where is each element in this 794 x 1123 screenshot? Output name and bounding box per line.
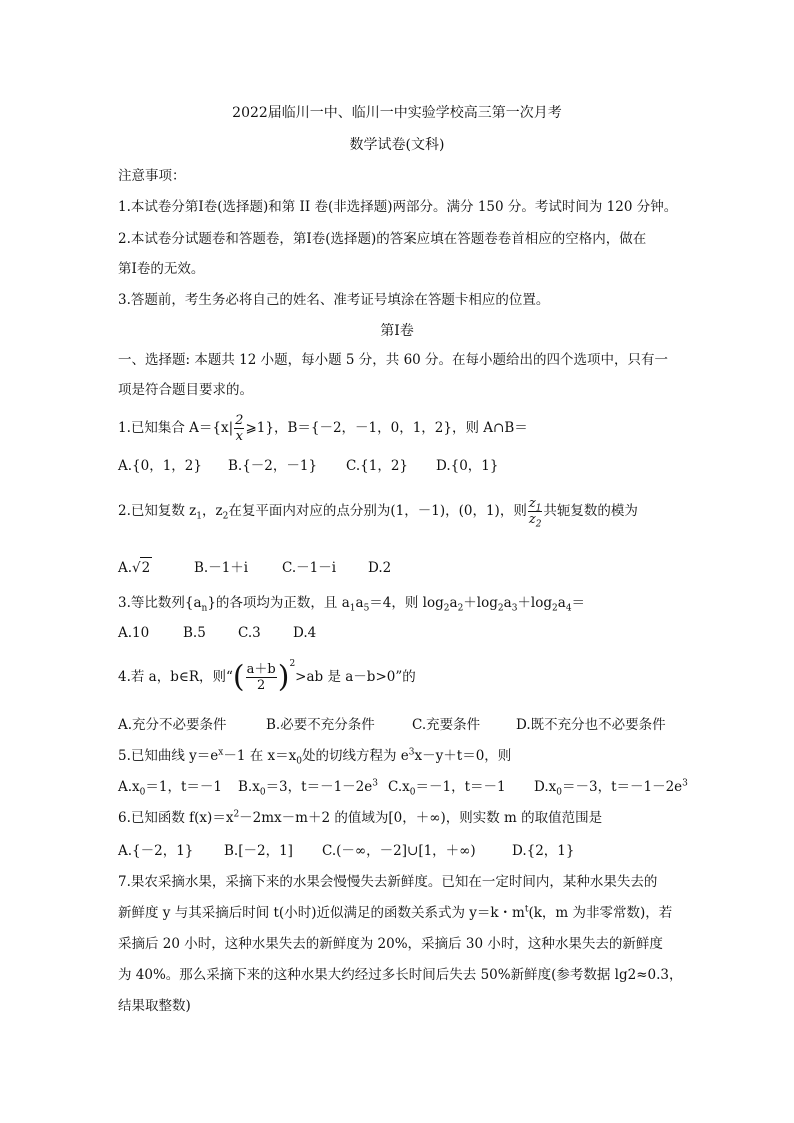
note-2-line2: 第Ⅰ卷的无效。 — [118, 261, 205, 277]
note-2-line1: 2.本试卷分试题卷和答题卷，第Ⅰ卷(选择题)的答案应填在答题卷卷首相应的空格内，做在 — [118, 231, 647, 247]
section-label: 第Ⅰ卷 — [380, 323, 414, 339]
q4-paren-left: ( — [232, 659, 245, 695]
q2-post: 共轭复数的模为 — [543, 503, 638, 519]
q5-t4: x－y＋t＝0，则 — [414, 748, 512, 764]
exam-title: 2022届临川一中、临川一中实验学校高三第一次月考 — [232, 105, 562, 121]
q3-option-b: B.5 — [183, 625, 206, 641]
q4-option-a: A.充分不必要条件 — [118, 717, 227, 733]
q6-option-a: A.{－2，1} — [118, 843, 194, 859]
q3-options — [118, 623, 316, 643]
q2-option-b: B.－1＋i — [194, 560, 249, 576]
q2-options — [118, 557, 391, 578]
q2-den-z: z — [528, 512, 536, 527]
q4-post: >ab 是 a－b>0”的 — [295, 669, 416, 685]
question-2 — [118, 494, 638, 528]
q4-pre: 4.若 a，b∈R，则“ — [118, 669, 233, 685]
q3-t4: ＝4，则 log — [369, 595, 444, 611]
q5-opt-d-sub: 0 — [556, 787, 562, 798]
q2-frac-den — [528, 511, 543, 530]
q3-t8: ＋log — [517, 595, 553, 611]
q2-den-sub: 2 — [535, 519, 542, 530]
q1-pre: 1.已知集合 A＝{x| — [118, 420, 234, 436]
q1-post: ⩾1}，B＝{－2，－1，0，1，2}，则 A∩B＝ — [245, 420, 528, 436]
q2-option-d: D.2 — [368, 560, 392, 576]
q4-paren-right: ) — [277, 659, 290, 695]
q1-option-c: C.{1，2} — [346, 458, 408, 474]
q4-options — [118, 715, 666, 735]
q4-frac-num: a＋b — [246, 662, 276, 677]
q5-opt-d-t2: ＝－3，t＝－1－2e — [561, 779, 683, 795]
q2-num-sub: 1 — [535, 503, 542, 514]
q3-t3: a — [355, 595, 364, 611]
q3-sub-base2: 2 — [497, 603, 504, 614]
q5-opt-b-sup: 3 — [372, 778, 378, 789]
notes-heading: 注意事项： — [118, 168, 186, 184]
q6-t1: 6.已知函数 f(x)＝x — [118, 810, 234, 826]
q5-opt-c-t2: ＝－1，t＝－1 — [415, 779, 506, 795]
exam-subtitle: 数学试卷(文科) — [349, 137, 445, 153]
q3-t5: a — [449, 595, 458, 611]
q5-opt-b-t2: ＝3，t＝－1－2e — [265, 779, 373, 795]
q7-line-1: 7.果农采摘水果，采摘下来的水果会慢慢失去新鲜度。已知在一定时间内，某种水果失去的 — [118, 874, 658, 890]
q5-opt-a-t2: ＝1，t＝－1 — [145, 779, 222, 795]
q2-option-c: C.－1－i — [282, 560, 337, 576]
q3-sub-a2: 2 — [457, 603, 464, 614]
q3-option-c: C.3 — [238, 625, 261, 641]
q5-sup-3: 3 — [408, 747, 415, 758]
q5-opt-c-t1: C.x — [388, 779, 410, 795]
q3-option-a: A.10 — [118, 625, 150, 641]
q5-t3: 处的切线方程为 e — [302, 748, 409, 764]
q2-fraction — [528, 496, 543, 530]
q5-opt-d-t1: D.x — [534, 779, 557, 795]
q3-sub-base1: 2 — [443, 603, 450, 614]
q3-t7: a — [503, 595, 512, 611]
q4-frac-den: 2 — [246, 677, 277, 693]
q2-mid2: 在复平面内对应的点分别为(1，－1)，(0，1)，则 — [228, 503, 527, 519]
q4-option-c: C.充要条件 — [412, 717, 481, 733]
question-4 — [118, 655, 416, 699]
q5-option-d — [534, 777, 688, 797]
q3-end: ＝ — [571, 595, 586, 611]
section-intro-line1: 一、选择题: 本题共 12 小题，每小题 5 分，共 60 分。在每小题给出的四个选项中，只有一 — [118, 352, 669, 368]
q6-t2: －2mx－m＋2 的值域为[0，＋∞)，则实数 m 的取值范围是 — [239, 810, 603, 826]
q1-frac-den: x — [235, 429, 243, 444]
q3-t2: }的各项均为正数，且 a — [207, 595, 350, 611]
question-1 — [118, 411, 528, 445]
q6-option-d: D.{2，1} — [512, 843, 575, 859]
q2-sub1: 1 — [196, 511, 203, 522]
q3-sub-n: n — [201, 603, 208, 614]
question-5 — [118, 746, 511, 766]
q3-sub-a4: 4 — [565, 603, 572, 614]
q3-sub-a3: 3 — [511, 603, 518, 614]
q4-option-b: B.必要不充分条件 — [266, 717, 375, 733]
q6-sup-2: 2 — [233, 809, 240, 820]
q7-l2-t1: 新鲜度 y 与其采摘后时间 t(小时)近似满足的函数关系式为 y＝k・m — [118, 905, 525, 921]
q1-option-b: B.{－2，－1} — [228, 458, 318, 474]
q2-pre: 2.已知复数 z — [118, 503, 197, 519]
q7-line-2 — [118, 903, 672, 923]
q5-opt-d-sup: 3 — [682, 778, 688, 789]
q5-t2: －1 在 x＝x — [223, 748, 297, 764]
q2-option-a-radicand: 2 — [140, 557, 153, 578]
q5-opt-c-sub: 0 — [409, 787, 416, 798]
q5-option-c — [388, 777, 534, 797]
question-6 — [118, 808, 602, 828]
q3-sub-base3: 2 — [552, 603, 558, 614]
q7-l2-sup: t — [524, 904, 529, 915]
q6-options — [118, 841, 575, 861]
q2-num-z: z — [528, 496, 536, 511]
q5-option-a — [118, 777, 238, 797]
q5-sup-x: x — [218, 747, 224, 758]
question-3 — [118, 593, 585, 613]
q5-t1: 5.已知曲线 y＝e — [118, 748, 219, 764]
note-3: 3.答题前，考生务必将自己的姓名、准考证号填涂在答题卡相应的位置。 — [118, 292, 550, 308]
q1-frac-num: 2 — [235, 413, 244, 428]
q5-sub-0: 0 — [296, 756, 303, 767]
q4-exponent: 2 — [289, 658, 296, 669]
q7-line-5: 结果取整数) — [118, 998, 191, 1014]
q3-option-d: D.4 — [293, 625, 317, 641]
q2-mid1: ，z — [202, 503, 223, 519]
q6-option-c: C.(－∞，－2]∪[1，＋∞) — [322, 843, 476, 859]
q7-line-3: 采摘后 20 小时，这种水果失去的新鲜度为 20%，采摘后 30 小时，这种水果失去的新鲜度 — [118, 936, 663, 952]
q6-option-b: B.[－2，1] — [224, 843, 293, 859]
q7-l2-t2: (k，m 为非零常数)，若 — [528, 905, 673, 921]
q3-sub-1: 1 — [349, 603, 356, 614]
q2-sub2: 2 — [222, 511, 229, 522]
q7-line-4: 为 40%。那么采摘下来的这种水果大约经过多长时间后失去 50%新鲜度(参考数据 lg2≈0.3， — [118, 967, 683, 983]
q2-option-a: A.√2 — [118, 557, 194, 578]
q3-t6: ＋log — [463, 595, 498, 611]
q3-t9: a — [557, 595, 566, 611]
q1-fraction — [234, 413, 244, 444]
q1-option-d: D.{0，1} — [436, 458, 499, 474]
q4-option-d: D.既不充分也不必要条件 — [516, 717, 666, 733]
q5-opt-a-t1: A.x — [118, 779, 140, 795]
q1-options — [118, 456, 499, 476]
q4-fraction — [246, 662, 277, 693]
q3-sub-5: 5 — [363, 603, 370, 614]
q2-frac-num — [528, 496, 543, 514]
q5-opt-b-t1: B.x — [238, 779, 260, 795]
q5-options — [118, 777, 688, 797]
q5-opt-b-sub: 0 — [259, 787, 266, 798]
q1-option-a: A.{0，1，2} — [118, 458, 202, 474]
q5-opt-a-sub: 0 — [139, 787, 146, 798]
section-intro-line2: 项是符合题目要求的。 — [118, 382, 253, 398]
q3-t1: 3.等比数列{a — [118, 595, 202, 611]
q5-option-b — [238, 777, 388, 797]
note-1: 1.本试卷分第Ⅰ卷(选择题)和第 II 卷(非选择题)两部分。满分 150 分。考试时间为 120 分钟。 — [118, 199, 678, 215]
q2-option-a-label: A. — [118, 560, 133, 576]
